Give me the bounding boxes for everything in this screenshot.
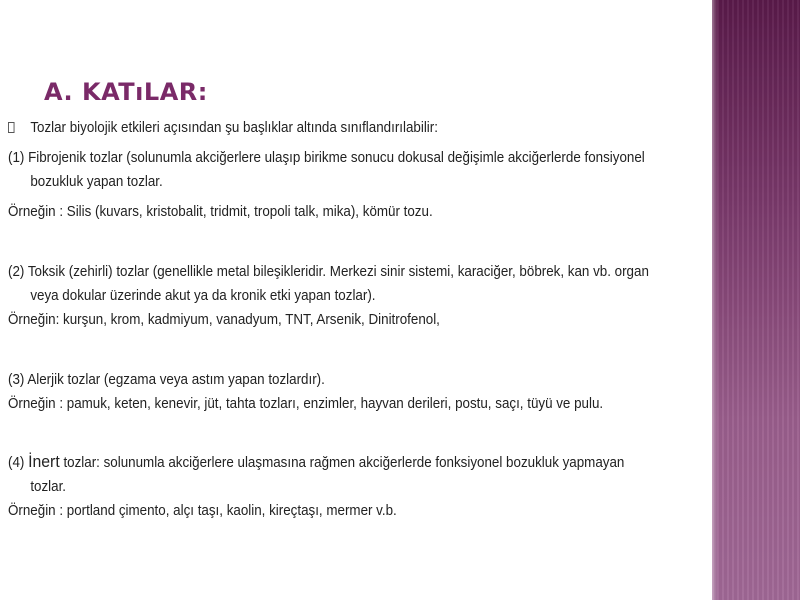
paragraph-inert-example: Örneğin : portland çimento, alçı taşı, kaolin, kireçtaşı, mermer v.b. (8, 503, 397, 519)
paragraph-alerjik-example: Örneğin : pamuk, keten, kenevir, jüt, tahta tozları, enzimler, hayvan derileri, postu, saçı, tüyü ve pulu. (8, 396, 604, 412)
paragraph-inert (8, 450, 663, 499)
bullet-item (8, 116, 663, 140)
paragraph-inert-text: tozlar: solunumla akciğerlere ulaşmasına rağmen akciğerlerde fonksiyonel bozukluk yapmayan tozlar. (30, 455, 625, 495)
slide-title: A. KATıLAR: (44, 78, 208, 106)
bullet-text: Tozlar biyolojik etkileri açısından şu başlıklar altında sınıflandırılabilir: (30, 120, 438, 136)
square-bullet-icon (8, 122, 15, 133)
decorative-side-band (712, 0, 800, 600)
paragraph-inert-prefix: (4) (8, 455, 29, 471)
slide-body (8, 116, 663, 523)
paragraph-toksik-example: Örneğin: kurşun, krom, kadmiyum, vanadyum, TNT, Arsenik, Dinitrofenol, (8, 312, 440, 328)
band-texture (712, 0, 800, 600)
paragraph-inert-keyword: İnert (28, 452, 60, 471)
paragraph-alerjik: (3) Alerjik tozlar (egzama veya astım yapan tozlardır). (8, 372, 325, 388)
band-edge-highlight (712, 0, 718, 600)
paragraph-fibrojenik-example: Örneğin : Silis (kuvars, kristobalit, tridmit, tropoli talk, mika), kömür tozu. (8, 204, 433, 220)
paragraph-fibrojenik: (1) Fibrojenik tozlar (solunumla akciğerlere ulaşıp birikme sonucu dokusal değişimle akciğerlerde fonsiyonel bozukluk yapan tozlar. (8, 150, 645, 190)
paragraph-toksik: (2) Toksik (zehirli) tozlar (genellikle metal bileşikleridir. Merkezi sinir sistemi, karaciğer, böbrek, kan vb. organ veya dokular üzerinde akut ya da kronik etki yapan tozlar). (8, 264, 649, 304)
